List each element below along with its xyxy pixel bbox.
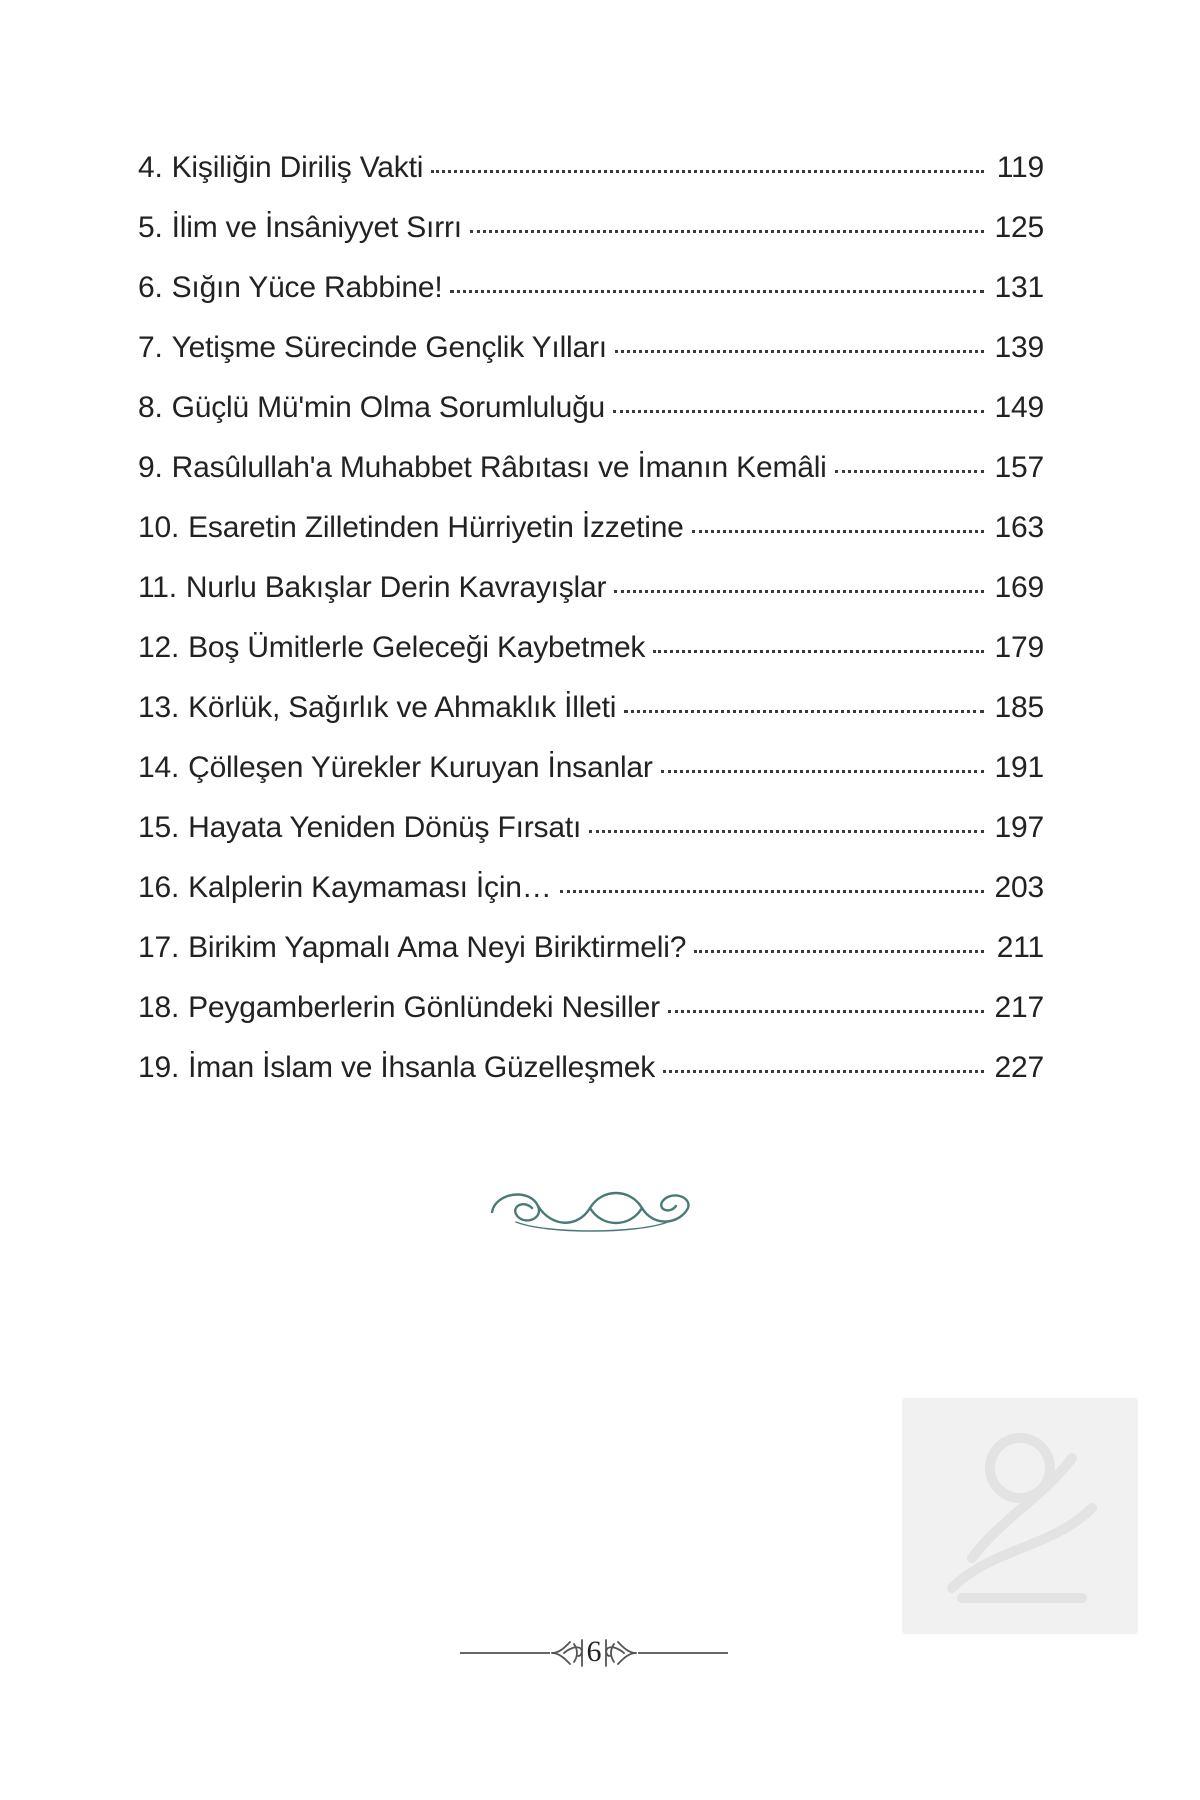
toc-entry-page: 169 [994,571,1044,604]
page-number: 6 [586,1635,602,1668]
toc-entry-number: 7. [138,331,163,364]
toc-entry-title: Rasûlullah'a Muhabbet Râbıtası ve İmanın Kemâli [171,451,827,484]
toc-entry[interactable] [138,870,1044,930]
toc-entry-page: 163 [994,511,1044,544]
toc-entry[interactable] [138,1050,1044,1110]
dot-leader [450,290,984,293]
dot-leader [624,710,984,713]
toc-entry-number: 17. [138,931,180,964]
page-footer [460,1622,728,1682]
dot-leader [653,650,984,653]
toc-entry-number: 14. [138,751,180,784]
toc-entry-page: 139 [994,331,1044,364]
table-of-contents [138,150,1044,1110]
toc-entry-title: Nurlu Bakışlar Derin Kavrayışlar [185,571,607,604]
toc-entry-title: İlim ve İnsâniyyet Sırrı [171,211,462,244]
footer-flourish-right-icon [602,1636,638,1670]
toc-entry-number: 4. [138,151,163,184]
toc-entry[interactable] [138,390,1044,450]
dot-leader [560,890,984,893]
dot-leader [589,830,984,833]
dot-leader [613,410,984,413]
toc-entry-title: Esaretin Zilletinden Hürriyetin İzzetine [188,511,684,544]
toc-entry-title: Boş Ümitlerle Geleceği Kaybetmek [188,631,646,664]
dot-leader [663,1070,984,1073]
toc-entry-number: 5. [138,211,163,244]
toc-entry-title: Birikim Yapmalı Ama Neyi Biriktirmeli? [188,931,687,964]
toc-entry-page: 119 [996,151,1044,184]
toc-entry[interactable] [138,510,1044,570]
dot-leader [470,230,984,233]
toc-entry[interactable] [138,330,1044,390]
toc-entry-title: Kalplerin Kaymaması İçin… [188,871,552,904]
toc-entry-number: 6. [138,271,163,304]
dot-leader [614,590,984,593]
toc-entry-page: 191 [994,751,1044,784]
toc-entry-number: 15. [138,811,180,844]
toc-entry-page: 125 [994,211,1044,244]
toc-entry-title: Yetişme Sürecinde Gençlik Yılları [171,331,607,364]
dot-leader [668,1010,984,1013]
toc-entry[interactable] [138,990,1044,1050]
toc-entry[interactable] [138,450,1044,510]
toc-entry-title: Çölleşen Yürekler Kuruyan İnsanlar [188,751,653,784]
toc-entry-title: Kişiliğin Diriliş Vakti [171,151,424,184]
toc-entry[interactable] [138,750,1044,810]
footer-rule-right [638,1652,728,1654]
toc-entry-number: 18. [138,991,180,1024]
toc-entry-page: 185 [994,691,1044,724]
toc-entry-page: 217 [994,991,1044,1024]
dot-leader [431,170,984,173]
toc-entry[interactable] [138,570,1044,630]
toc-entry-page: 149 [994,391,1044,424]
toc-entry-title: Peygamberlerin Gönlündeki Nesiller [188,991,660,1024]
toc-entry[interactable] [138,810,1044,870]
toc-entry-page: 211 [996,931,1044,964]
toc-entry-page: 227 [994,1051,1044,1084]
toc-entry-number: 19. [138,1051,180,1084]
toc-entry-title: Sığın Yüce Rabbine! [171,271,443,304]
toc-entry[interactable] [138,210,1044,270]
flourish-ornament-icon [486,1178,696,1238]
toc-entry[interactable] [138,930,1044,990]
toc-entry-title: Körlük, Sağırlık ve Ahmaklık İlleti [188,691,617,724]
dot-leader [615,350,984,353]
toc-entry[interactable] [138,690,1044,750]
toc-entry-title: Güçlü Mü'min Olma Sorumluluğu [171,391,606,424]
toc-entry-number: 10. [138,511,180,544]
toc-entry[interactable] [138,150,1044,210]
dot-leader [692,530,984,533]
toc-entry-page: 131 [994,271,1044,304]
toc-entry-number: 16. [138,871,180,904]
toc-entry-page: 179 [994,631,1044,664]
dot-leader [694,950,984,953]
publisher-watermark-icon [902,1398,1138,1634]
toc-entry-number: 13. [138,691,180,724]
toc-entry-number: 11. [138,571,177,604]
toc-entry-number: 9. [138,451,163,484]
toc-entry-number: 8. [138,391,163,424]
toc-entry-title: İman İslam ve İhsanla Güzelleşmek [188,1051,656,1084]
dot-leader [661,770,984,773]
toc-entry-page: 203 [994,871,1044,904]
toc-entry-page: 197 [994,811,1044,844]
toc-entry-title: Hayata Yeniden Dönüş Fırsatı [188,811,582,844]
dot-leader [835,470,984,473]
toc-entry[interactable] [138,630,1044,690]
toc-entry-page: 157 [994,451,1044,484]
toc-entry[interactable] [138,270,1044,330]
toc-entry-number: 12. [138,631,180,664]
